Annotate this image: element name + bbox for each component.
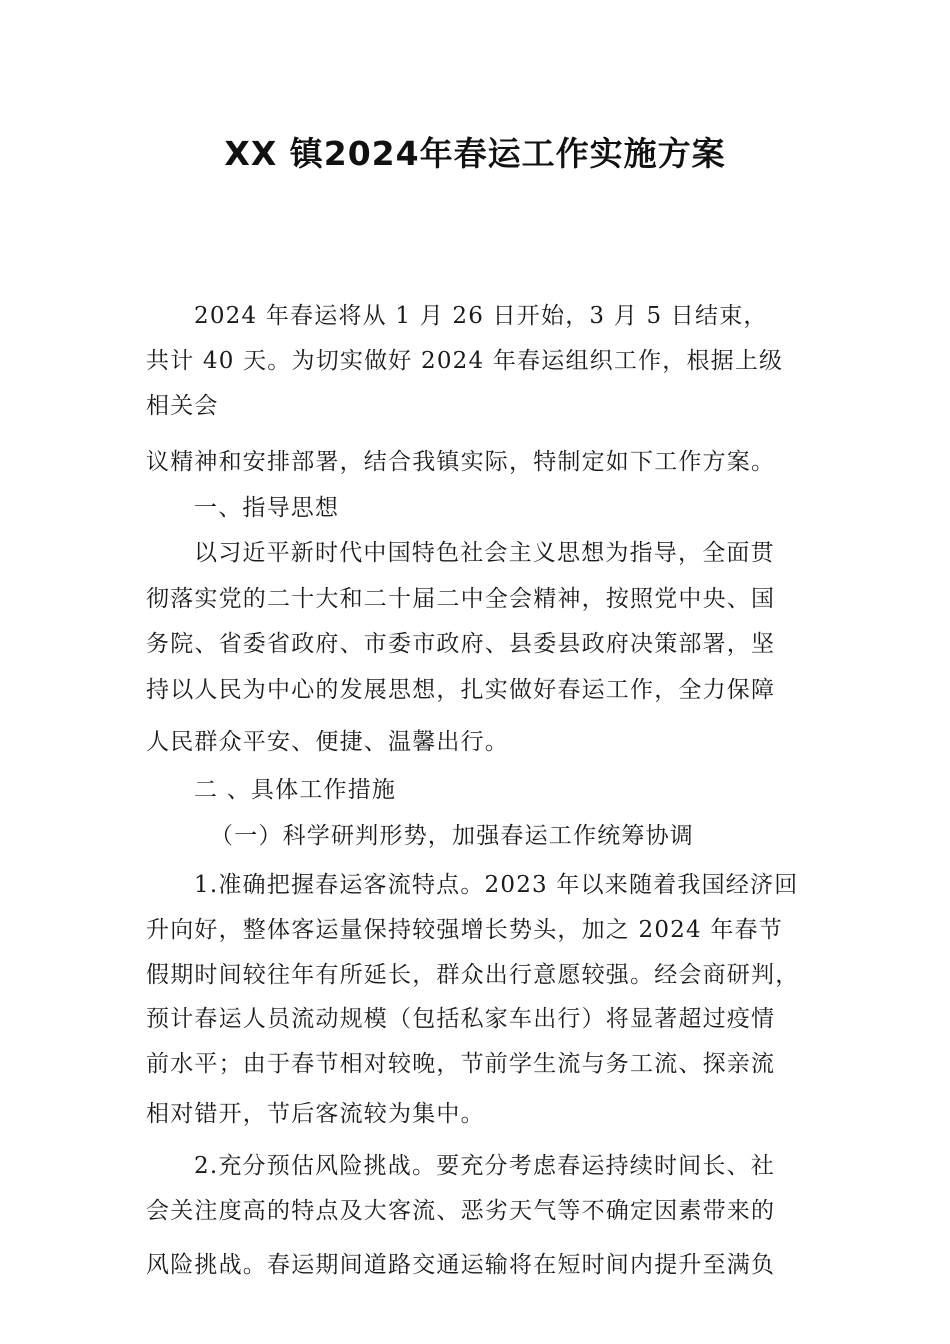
paragraph-line: 共计 40 天。为切实做好 2024 年春运组织工作，根据上级	[146, 348, 784, 374]
paragraph-line: 前水平；由于春节相对较晚，节前学生流与务工流、探亲流	[146, 1051, 776, 1077]
section-heading-2: 二 、具体工作措施	[194, 777, 397, 803]
paragraph-line: 升向好，整体客运量保持较强增长势头，加之 2024 年春节	[146, 917, 783, 943]
subsection-heading-1: （一）科学研判形势，加强春运工作统筹协调	[210, 823, 694, 849]
paragraph-line: 人民群众平安、便捷、温馨出行。	[146, 729, 509, 755]
paragraph-line: 风险挑战。春运期间道路交通运输将在短时间内提升至满负	[146, 1252, 776, 1278]
paragraph-line: 预计春运人员流动规模（包括私家车出行）将显著超过疫情	[146, 1006, 776, 1032]
paragraph-line: 彻落实党的二十大和二十届二中全会精神，按照党中央、国	[146, 586, 776, 612]
paragraph-line: 以习近平新时代中国特色社会主义思想为指导，全面贯	[194, 540, 775, 566]
paragraph-line: 2024 年春运将从 1 月 26 日开始，3 月 5 日结束，	[194, 303, 768, 329]
paragraph-line: 务院、省委省政府、市委市政府、县委县政府决策部署，坚	[146, 631, 776, 657]
paragraph-line: 会关注度高的特点及大客流、恶劣天气等不确定因素带来的	[146, 1198, 776, 1224]
paragraph-line: 假期时间较往年有所延长，群众出行意愿较强。经会商研判，	[146, 962, 800, 988]
paragraph-line: 议精神和安排部署，结合我镇实际，特制定如下工作方案。	[146, 449, 776, 475]
paragraph-line: 2.充分预估风险挑战。要充分考虑春运持续时间长、社	[194, 1153, 775, 1179]
paragraph-line: 相对错开，节后客流较为集中。	[146, 1101, 485, 1127]
section-heading-1: 一、指导思想	[194, 495, 340, 521]
document-title: XX 镇2024年春运工作实施方案	[224, 134, 726, 173]
paragraph-line: 持以人民为中心的发展思想，扎实做好春运工作，全力保障	[146, 677, 776, 703]
paragraph-line: 1.准确把握春运客流特点。2023 年以来随着我国经济回	[194, 872, 799, 898]
paragraph-line: 相关会	[146, 393, 219, 419]
